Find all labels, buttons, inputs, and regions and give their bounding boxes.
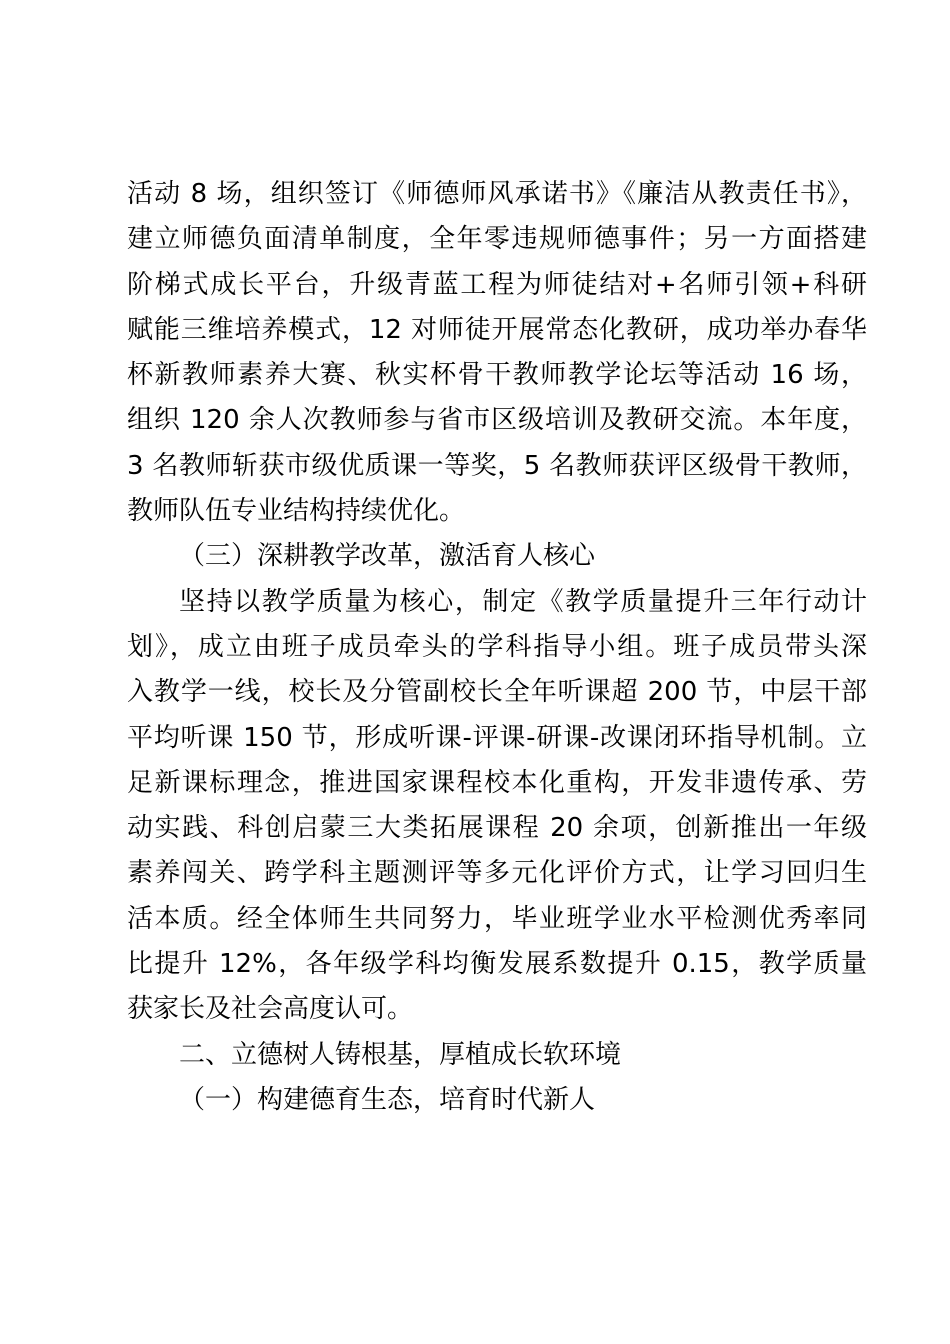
paragraph-line: 阶梯式成长平台，升级青蓝工程为师徒结对+名师引领+科研 [127,269,867,300]
chapter-heading: 二、立德树人铸根基，厚植成长软环境 [179,1039,622,1070]
paragraph-line: 建立师德负面清单制度，全年零违规师德事件；另一方面搭建 [127,224,867,255]
paragraph-line: 动实践、科创启蒙三大类拓展课程 20 余项，创新推出一年级 [127,813,867,844]
section-heading: （三）深耕教学改革，激活育人核心 [179,541,596,572]
paragraph-line: 活动 8 场，组织签订《师德师风承诺书》《廉洁从教责任书》， [127,179,867,209]
paragraph-line: 足新课标理念，推进国家课程校本化重构，开发非遗传承、劳 [127,767,867,798]
paragraph-line: 比提升 12%，各年级学科均衡发展系数提升 0.15，教学质量 [127,949,867,980]
paragraph-line: 杯新教师素养大赛、秋实杯骨干教师教学论坛等活动 16 场， [127,360,867,391]
paragraph-line: 划》，成立由班子成员牵头的学科指导小组。班子成员带头深 [127,631,867,662]
paragraph-line: 赋能三维培养模式，12 对师徒开展常态化教研，成功举办春华 [127,314,867,345]
paragraph-line: 获家长及社会高度认可。 [127,994,414,1025]
section-heading: （一）构建德育生态，培育时代新人 [179,1084,596,1115]
body-text [127,172,867,1123]
paragraph-line: 组织 120 余人次教师参与省市区级培训及教研交流。本年度， [127,405,867,436]
paragraph-line: 平均听课 150 节，形成听课-评课-研课-改课闭环指导机制。立 [127,722,867,753]
paragraph-line: 教师队伍专业结构持续优化。 [127,496,466,527]
paragraph-line: 活本质。经全体师生共同努力，毕业班学业水平检测优秀率同 [127,903,867,934]
paragraph-line: 素养闯关、跨学科主题测评等多元化评价方式，让学习回归生 [127,858,867,889]
paragraph-line: 入教学一线，校长及分管副校长全年听课超 200 节，中层干部 [127,677,867,708]
paragraph-line: 3 名教师斩获市级优质课一等奖，5 名教师获评区级骨干教师， [127,450,867,481]
paragraph-line: 坚持以教学质量为核心，制定《教学质量提升三年行动计 [179,586,867,617]
